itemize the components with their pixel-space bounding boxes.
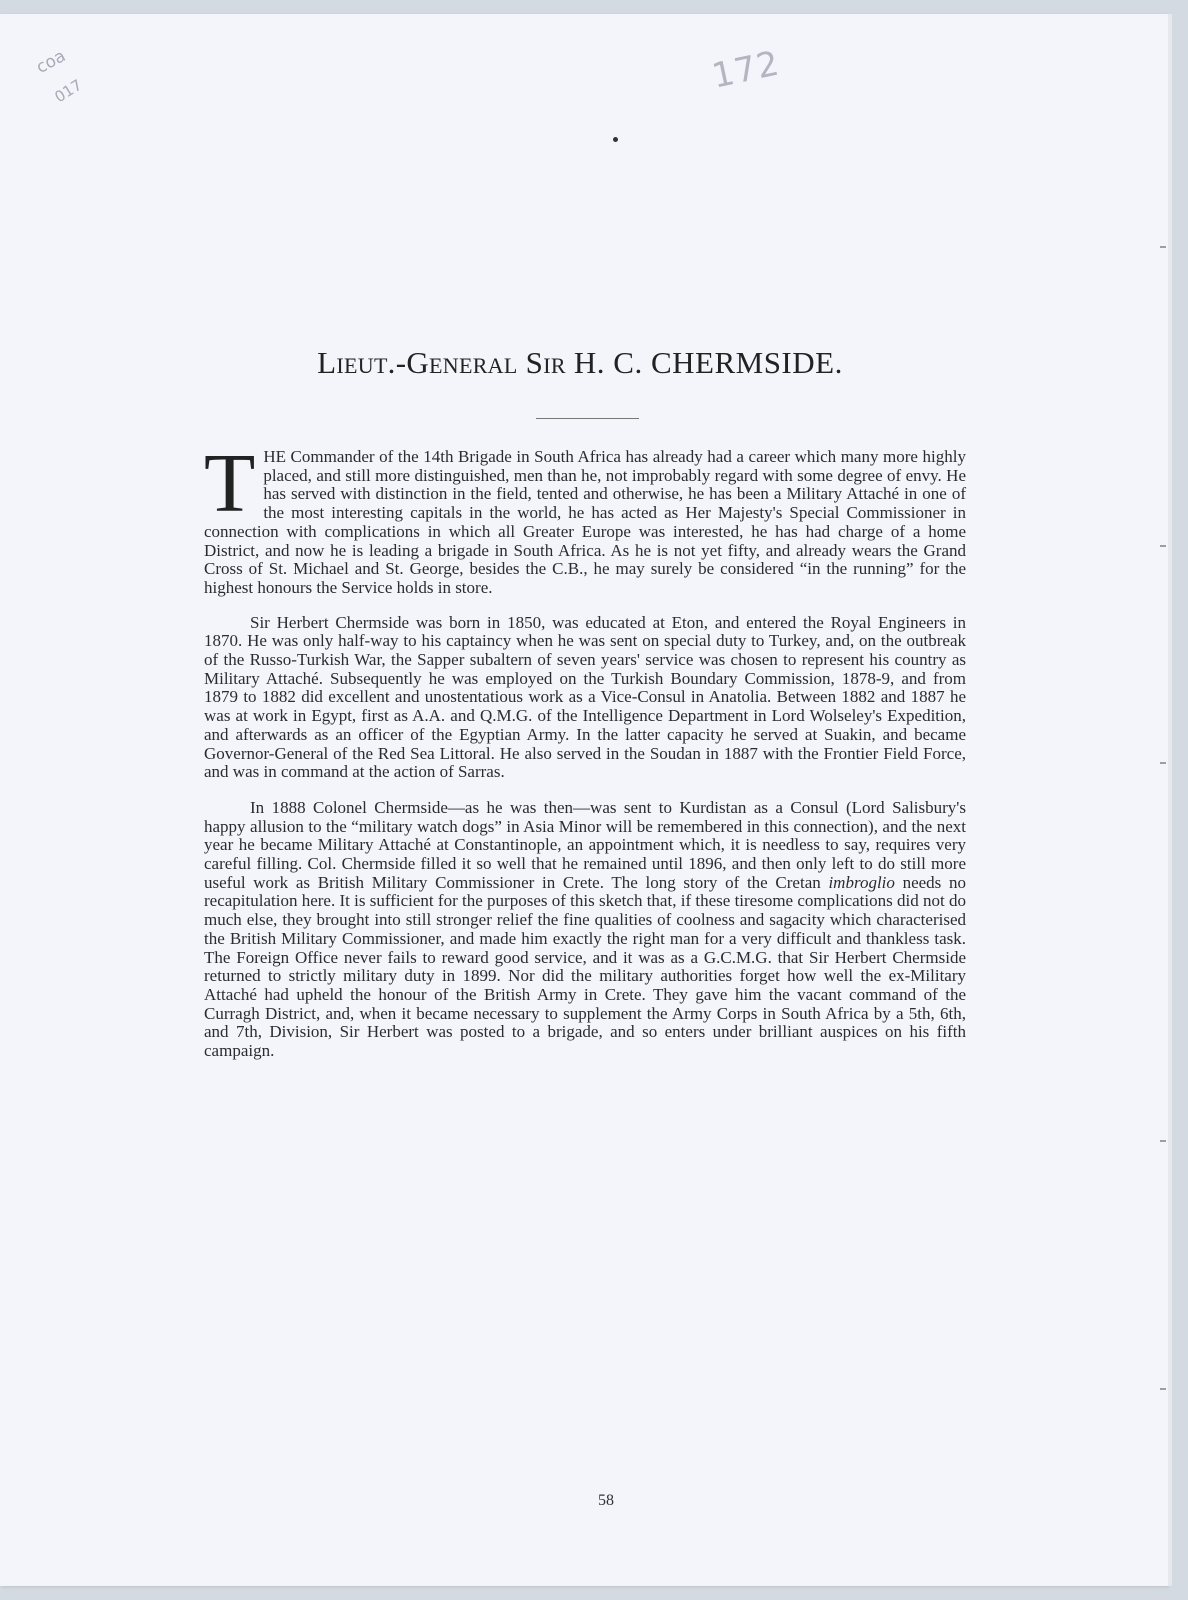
paragraph-1 bbox=[204, 437, 966, 598]
paragraph-3 bbox=[204, 799, 966, 1061]
ink-dot bbox=[613, 137, 618, 142]
edge-mark bbox=[1160, 545, 1166, 547]
title-rank: Lieut.-General bbox=[317, 345, 518, 380]
page-number: 58 bbox=[598, 1492, 614, 1509]
drop-cap: T bbox=[204, 437, 256, 530]
pencil-annotation-page-ref: 172 bbox=[708, 43, 784, 97]
paragraph-3-text-a: In 1888 Colonel Chermside—as he was then—was sent to Kurdistan as a Consul (Lord Salisbury's happy allusion to the “military watch dogs” in Asia Minor will be remembered in this connection), and the next year he became Military Attaché at Constantinople, an appointment which, it is needless to say, requires very careful filling. Col. Chermside filled it so well that he remained until 1896, and then only left to do still more useful work as British Military Commissioner in Crete. The long story of the Cretan bbox=[204, 797, 966, 892]
article-body bbox=[204, 437, 966, 1061]
pencil-annotation-coa: coa bbox=[33, 46, 70, 78]
edge-mark bbox=[1160, 246, 1166, 248]
pencil-annotation-017: 017 bbox=[51, 75, 86, 107]
edge-mark bbox=[1160, 1388, 1166, 1390]
paragraph-1-lead: HE bbox=[263, 447, 286, 466]
paragraph-3-italic: imbroglio bbox=[828, 872, 895, 892]
paragraph-2: Sir Herbert Chermside was born in 1850, was educated at Eton, and entered the Royal Engineers in 1870. He was only half-way to his captaincy when he was sent on special duty to Turkey, and, on the outbreak of the Russo-Turkish War, the Sapper subaltern of seven years' service was chosen to represent his country as Military Attaché. Subsequently he was employed on the Turkish Boundary Commission, 1878-9, and from 1879 to 1882 did excellent and unostentatious work as a Vice-Consul in Anatolia. Between 1882 and 1887 he was at work in Egypt, first as A.A. and Q.M.G. of the Intelligence Department in Lord Wolseley's Expedition, and afterwards as an officer of the Egyptian Army. In the latter capacity he served at Suakin, and became Governor-General of the Red Sea Littoral. He also served in the Soudan in 1887 with the Frontier Field Force, and was in command at the action of Sarras. bbox=[204, 612, 966, 782]
title-honorific: Sir bbox=[525, 345, 566, 380]
article-title bbox=[200, 345, 960, 381]
edge-mark bbox=[1160, 762, 1166, 764]
paragraph-3-text-b: needs no recapitulation here. It is sufficient for the purposes of this sketch that, if these tiresome complications did not do much else, they brought into still stronger relief the fine qualities of coolness and sagacity which characterised the British Military Commissioner, and made him exactly the right man for a very difficult and thankless task. The Foreign Office never fails to reward good service, and it was as a G.C.M.G. that Sir Herbert Chermside returned to strictly military duty in 1899. Nor did the military authorities forget how well the ex-Military Attaché had upheld the honour of the British Army in Crete. They gave him the vacant command of the Curragh District, and, when it became necessary to supplement the Army Corps in South Africa by a 5th, 6th, and 7th, Division, Sir Herbert was posted to a brigade, and so enters under brilliant auspices on his fifth campaign. bbox=[204, 872, 966, 1061]
paragraph-1-text: Commander of the 14th Brigade in South Africa has already had a career which many more highly placed, and still more distinguished, men than he, not improbably regard with some degree of envy. He has served with distinction in the field, tented and otherwise, he has been a Military Attaché in one of the most interesting capitals in the world, he has acted as Her Majesty's Special Commissioner in connection with complications in which all Greater Europe was interested, he has had charge of a home District, and now he is leading a brigade in South Africa. As he is not yet fifty, and already wears the Grand Cross of St. Michael and St. George, besides the C.B., he may surely be considered “in the running” for the highest honours the Service holds in store. bbox=[204, 447, 966, 597]
title-name: H. C. CHERMSIDE. bbox=[573, 345, 843, 380]
title-divider bbox=[536, 418, 639, 419]
page-right-edge bbox=[1168, 14, 1172, 1586]
edge-mark bbox=[1160, 1140, 1166, 1142]
